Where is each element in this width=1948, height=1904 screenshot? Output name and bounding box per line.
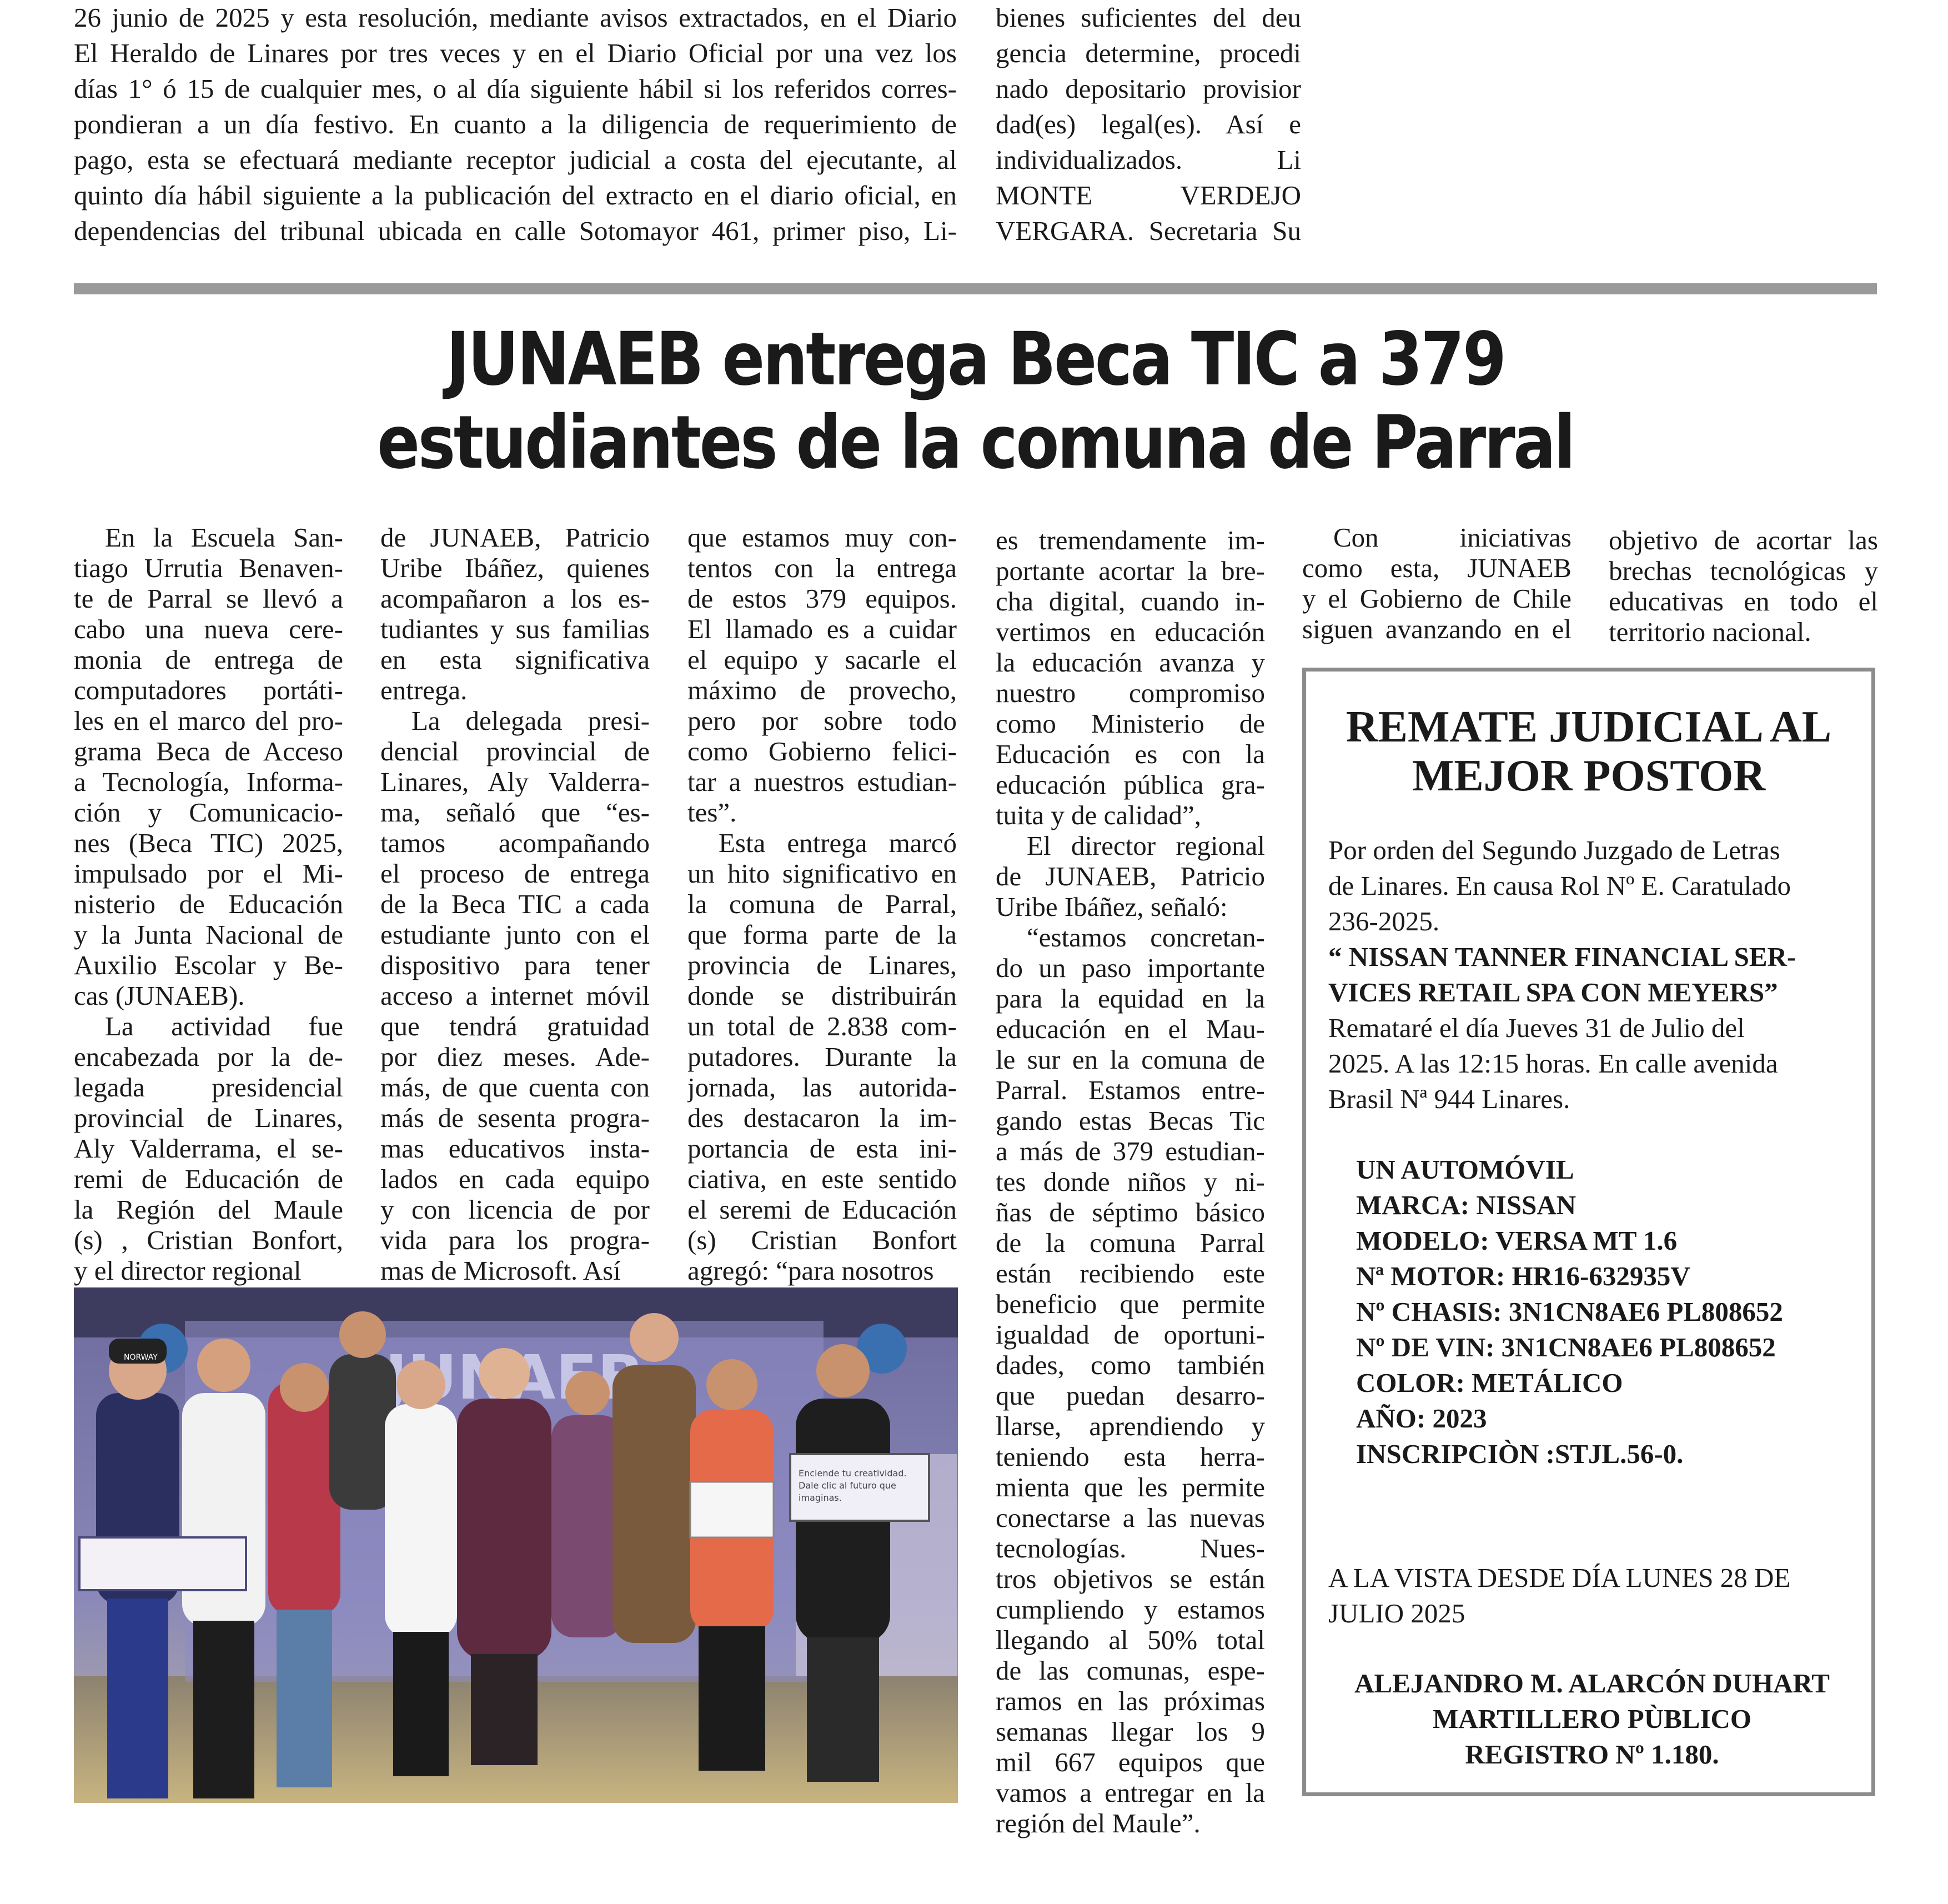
text-line: educación en el Mau-	[996, 1014, 1265, 1044]
text-line: que forma parte de la	[687, 919, 957, 950]
text-line: En la Escuela San-	[105, 522, 343, 553]
text-line: MARCA: NISSAN	[1356, 1190, 1577, 1220]
text-line: VERGARA. Secretaria Su	[996, 216, 1301, 246]
text-line: mienta que les permite	[996, 1472, 1265, 1502]
top-left-column	[74, 0, 957, 249]
text-line: y el Gobierno de Chile	[1302, 583, 1572, 614]
text-line: para la equidad en la	[996, 983, 1265, 1014]
text-line: ción y Comunicacio-	[74, 797, 343, 828]
text-line: territorio nacional.	[1609, 617, 1811, 647]
text-line: nes (Beca TIC) 2025,	[74, 828, 343, 858]
text-line: semanas llegar los 9	[996, 1716, 1265, 1747]
text-line: tamos acompañando	[380, 828, 650, 858]
text-line: REGISTRO Nº 1.180.	[1465, 1739, 1719, 1770]
headline	[200, 318, 1750, 484]
text-line: la comuna de Parral,	[687, 889, 957, 919]
text-line: beneficio que permite	[996, 1289, 1265, 1319]
text-line: les en el marco del pro-	[74, 705, 343, 736]
text-line: vamos a entregar en la	[996, 1777, 1265, 1808]
text-line: días 1° ó 15 de cualquier mes, o al día siguiente hábil si los referidos corres-	[74, 73, 957, 104]
text-line: el seremi de Educación	[687, 1194, 957, 1225]
text-line: agregó: “para nosotros	[687, 1255, 934, 1286]
text-line: cas (JUNAEB).	[74, 980, 245, 1011]
text-line: vertimos en educación	[996, 617, 1265, 647]
text-line: 236-2025.	[1328, 906, 1440, 936]
text-line: de la comuna Parral	[996, 1227, 1265, 1258]
text-line: de la Beca TIC a cada	[380, 889, 650, 919]
text-line: El llamado es a cuidar	[687, 614, 957, 644]
auctioneer-signature	[1328, 1666, 1856, 1772]
text-line: “estamos concretan-	[1027, 922, 1265, 953]
notice-view-date	[1328, 1560, 1856, 1631]
text-line: acompañaron a los es-	[380, 583, 650, 614]
text-line: quinto día hábil siguiente a la publicación del extracto en el diario oficial, en	[74, 180, 957, 211]
text-line: grama Beca de Acceso	[74, 736, 343, 766]
text-line: ñas de séptimo básico	[996, 1197, 1265, 1227]
text-line: (s) , Cristian Bonfort,	[74, 1225, 343, 1255]
text-line: un total de 2.838 com-	[687, 1011, 957, 1041]
text-line: de estos 379 equipos.	[687, 583, 957, 614]
text-line: La delegada presi-	[411, 705, 650, 736]
text-line: Nº DE VIN: 3N1CN8AE6 PL808652	[1356, 1332, 1776, 1362]
text-line: cumpliendo y estamos	[996, 1594, 1265, 1625]
text-line: Aly Valderrama, el se-	[74, 1133, 343, 1164]
headline-line-2: estudiantes de la comuna de Parral	[377, 400, 1574, 485]
text-line: que estamos muy con-	[687, 522, 957, 553]
text-line: Esta entrega marcó	[719, 828, 957, 858]
text-line: remi de Educación de	[74, 1164, 343, 1194]
text-line: COLOR: METÁLICO	[1356, 1367, 1623, 1398]
text-line: llegando al 50% total	[996, 1625, 1265, 1655]
text-line: portante acortar la bre-	[996, 555, 1265, 586]
text-line: 2025. A las 12:15 horas. En calle avenida	[1328, 1048, 1778, 1079]
text-line: Con iniciativas	[1333, 522, 1572, 553]
text-line: El director regional	[1027, 830, 1265, 861]
text-line: de las comunas, espe-	[996, 1655, 1265, 1686]
text-line: a Tecnología, Informa-	[74, 766, 343, 797]
text-line: portancia de esta ini-	[687, 1133, 957, 1164]
text-line: Remataré el día Jueves 31 de Julio del	[1328, 1013, 1745, 1043]
text-line: de JUNAEB, Patricio	[380, 522, 650, 553]
text-line: en esta significativa	[380, 644, 650, 675]
text-line: como esta, JUNAEB	[1302, 553, 1572, 583]
text-line: provincia de Linares,	[687, 950, 957, 980]
text-line: educación pública gra-	[996, 769, 1265, 800]
text-line: pero por sobre todo	[687, 705, 957, 736]
text-line: dad(es) legal(es). Así e	[996, 109, 1301, 139]
text-line: región del Maule”.	[996, 1808, 1201, 1838]
text-line: estudiante junto con el	[380, 919, 650, 950]
text-line: un hito significativo en	[687, 858, 957, 889]
text-line: educativas en todo el	[1609, 586, 1878, 617]
text-line: más, de que cuenta con	[380, 1072, 650, 1103]
text-line: MODELO: VERSA MT 1.6	[1356, 1225, 1678, 1256]
text-line: tentos con la entrega	[687, 553, 957, 583]
cap-text: NORWAY	[124, 1353, 158, 1362]
text-line: do un paso importante	[996, 953, 1265, 983]
text-line: dispositivo para tener	[380, 950, 650, 980]
text-line: lados en cada equipo	[380, 1164, 650, 1194]
text-line: gencia determine, procedi	[996, 38, 1301, 68]
text-line: Uribe Ibáñez, quienes	[380, 553, 650, 583]
text-line: tudiantes y sus familias	[380, 614, 650, 644]
notice-intro	[1328, 833, 1856, 939]
text-line: mil 667 equipos que	[996, 1747, 1265, 1777]
text-line: siguen avanzando en el	[1302, 614, 1572, 644]
text-line: brechas tecnológicas y	[1609, 555, 1878, 586]
text-line: y con licencia de por	[380, 1194, 650, 1225]
svg-text:Enciende tu creatividad.: Enciende tu creatividad.	[799, 1468, 907, 1479]
article-column-1	[74, 522, 343, 1286]
text-line: VICES RETAIL SPA CON MEYERS”	[1328, 977, 1778, 1008]
text-line: Educación es con la	[996, 739, 1265, 769]
text-line: INSCRIPCIÒN :STJL.56-0.	[1356, 1439, 1684, 1469]
text-line: a más de 379 estudian-	[996, 1136, 1265, 1166]
text-line: MARTILLERO PÙBLICO	[1432, 1703, 1752, 1734]
text-line: tros objetivos se están	[996, 1564, 1265, 1594]
article-column-2	[380, 522, 650, 1286]
text-line: Brasil Nª 944 Linares.	[1328, 1084, 1570, 1114]
text-line: des destacaron la im-	[687, 1103, 957, 1133]
headline-line-1: JUNAEB entrega Beca TIC a 379	[446, 317, 1505, 402]
text-line: El Heraldo de Linares por tres veces y en el Diario Oficial por una vez los	[74, 38, 957, 68]
text-line: dades, como también	[996, 1350, 1265, 1380]
text-line: cha digital, cuando in-	[996, 586, 1265, 617]
text-line: jornada, las autorida-	[687, 1072, 957, 1103]
text-line: acceso a internet móvil	[380, 980, 650, 1011]
text-line: La actividad fue	[105, 1011, 343, 1041]
text-line: y la Junta Nacional de	[74, 919, 343, 950]
text-line: computadores portáti-	[74, 675, 343, 705]
text-line: ma, señaló que “es-	[380, 797, 650, 828]
text-line: es tremendamente im-	[996, 525, 1265, 555]
text-line: conectarse a las nuevas	[996, 1502, 1265, 1533]
text-line: provincial de Linares,	[74, 1103, 343, 1133]
notice-title: REMATE JUDICIAL AL MEJOR POSTOR	[1345, 703, 1832, 800]
text-line: tar a nuestros estudian-	[687, 766, 957, 797]
text-line: tes donde niños y ni-	[996, 1166, 1265, 1197]
text-line: AÑO: 2023	[1356, 1403, 1487, 1434]
text-line: y el director regional	[74, 1255, 302, 1286]
text-line: dencial provincial de	[380, 736, 650, 766]
section-divider	[74, 283, 1877, 294]
text-line: mas de Microsoft. Así	[380, 1255, 621, 1286]
text-line: nuestro compromiso	[996, 678, 1265, 708]
text-line: donde se distribuirán	[687, 980, 957, 1011]
text-line: (s) Cristian Bonfort	[687, 1225, 957, 1255]
text-line: cabo una nueva cere-	[74, 614, 343, 644]
text-line: individualizados. Li	[996, 144, 1301, 175]
text-line: nisterio de Educación	[74, 889, 343, 919]
article-column-3	[687, 522, 957, 1286]
text-line: dependencias del tribunal ubicada en calle Sotomayor 461, primer piso, Li-	[74, 216, 957, 246]
text-line: el proceso de entrega	[380, 858, 650, 889]
text-line: la educación avanza y	[996, 647, 1265, 678]
text-line: igualdad de oportuni-	[996, 1319, 1265, 1350]
text-line: bienes suficientes del deu	[996, 2, 1301, 33]
text-line: están recibiendo este	[996, 1258, 1265, 1289]
event-photo	[74, 1287, 958, 1803]
text-line: más de sesenta progra-	[380, 1103, 650, 1133]
svg-text:imaginas.: imaginas.	[799, 1492, 842, 1503]
text-line: la Región del Maule	[74, 1194, 343, 1225]
text-line: llarse, aprendiendo y	[996, 1411, 1265, 1441]
text-line: putadores. Durante la	[687, 1041, 957, 1072]
text-line: impulsado por el Mi-	[74, 858, 343, 889]
text-line: vida para los progra-	[380, 1225, 650, 1255]
top-right-column	[996, 0, 1301, 249]
text-line: MONTE VERDEJO	[996, 180, 1301, 211]
text-line: máximo de provecho,	[687, 675, 957, 705]
text-line: A LA VISTA DESDE DÍA LUNES 28 DE	[1328, 1562, 1791, 1593]
text-line: Uribe Ibáñez, señaló:	[996, 891, 1228, 922]
text-line: como Ministerio de	[996, 708, 1265, 739]
text-line: el equipo y sacarle el	[687, 644, 957, 675]
text-line: legada presidencial	[74, 1072, 343, 1103]
text-line: te de Parral se llevó a	[74, 583, 343, 614]
article-column-6	[1609, 525, 1878, 647]
text-line: ALEJANDRO M. ALARCÓN DUHART	[1354, 1668, 1830, 1698]
text-line: Nª MOTOR: HR16-632935V	[1356, 1261, 1690, 1291]
text-line: ramos en las próximas	[996, 1686, 1265, 1716]
legal-notice-box	[1302, 668, 1875, 1796]
text-line: teniendo esta herra-	[996, 1441, 1265, 1472]
text-line: le sur en la comuna de	[996, 1044, 1265, 1075]
text-line: Parral. Estamos entre-	[996, 1075, 1265, 1105]
text-line: nado depositario provisior	[996, 73, 1301, 104]
notice-case-name	[1328, 939, 1856, 1010]
text-line: tuita y de calidad”,	[996, 800, 1202, 830]
text-line: JULIO 2025	[1328, 1598, 1465, 1629]
text-line: objetivo de acortar las	[1609, 525, 1878, 555]
text-line: pondieran a un día festivo. En cuanto a la diligencia de requerimiento de	[74, 109, 957, 139]
article-column-5	[1302, 522, 1572, 644]
text-line: entrega.	[380, 675, 468, 705]
text-line: Por orden del Segundo Juzgado de Letras	[1328, 835, 1780, 865]
text-line: de JUNAEB, Patricio	[996, 861, 1265, 891]
text-line: 26 junio de 2025 y esta resolución, mediante avisos extractados, en el Diario	[74, 2, 957, 33]
text-line: “ NISSAN TANNER FINANCIAL SER-	[1328, 941, 1796, 972]
text-line: monia de entrega de	[74, 644, 343, 675]
text-line: tiago Urrutia Benaven-	[74, 553, 343, 583]
text-line: gando estas Becas Tic	[996, 1105, 1265, 1136]
text-line: que puedan desarro-	[996, 1380, 1265, 1411]
text-line: de Linares. En causa Rol Nº E. Caratulado	[1328, 870, 1791, 901]
text-line: pago, esta se efectuará mediante receptor judicial a costa del ejecutante, al	[74, 144, 957, 175]
text-line: tes”.	[687, 797, 737, 828]
text-line: que tendrá gratuidad	[380, 1011, 650, 1041]
text-line: tecnologías. Nues-	[996, 1533, 1265, 1564]
text-line: Auxilio Escolar y Be-	[74, 950, 343, 980]
vehicle-details	[1356, 1152, 1884, 1472]
article-column-4	[996, 525, 1265, 1838]
laptop-box	[790, 1454, 929, 1521]
text-line: ciativa, en este sentido	[687, 1164, 957, 1194]
text-line: Nº CHASIS: 3N1CN8AE6 PL808652	[1356, 1296, 1783, 1327]
text-line: encabezada por la de-	[74, 1041, 343, 1072]
svg-text:Dale clic al futuro que: Dale clic al futuro que	[799, 1480, 896, 1491]
text-line: Linares, Aly Valderra-	[380, 766, 650, 797]
notice-date	[1328, 1010, 1856, 1117]
text-line: por diez meses. Ade-	[380, 1041, 650, 1072]
text-line: como Gobierno felici-	[687, 736, 957, 766]
text-line: UN AUTOMÓVIL	[1356, 1154, 1574, 1185]
text-line: mas educativos insta-	[380, 1133, 650, 1164]
